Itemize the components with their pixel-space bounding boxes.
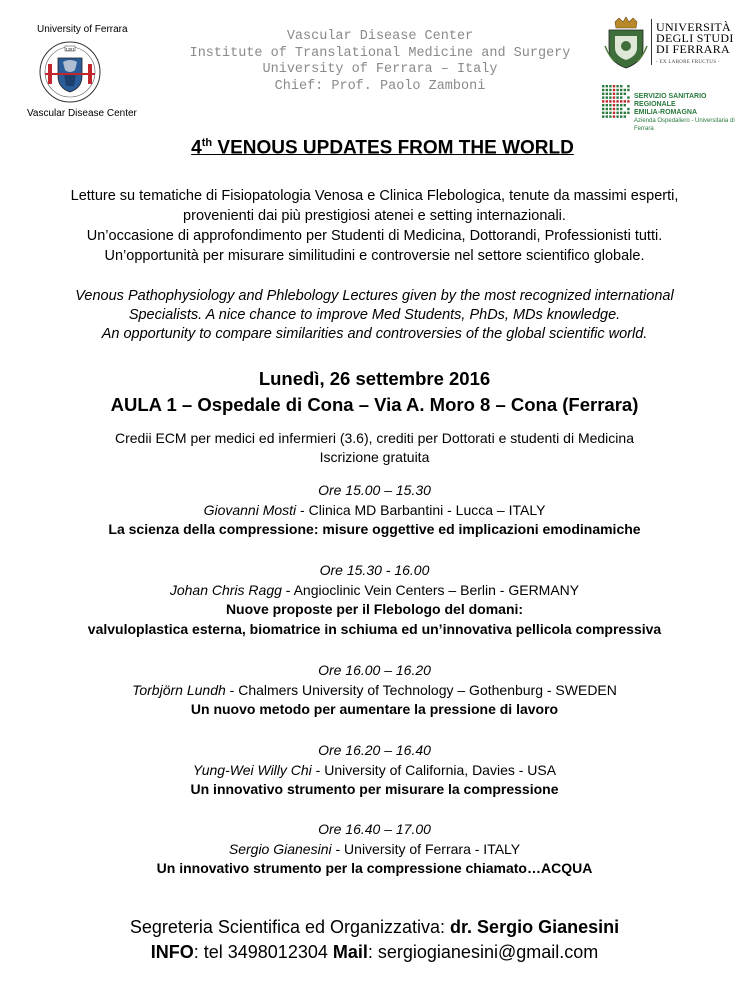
mail-address[interactable]: : sergiogianesini@gmail.com bbox=[367, 942, 599, 962]
mail-label: Mail bbox=[332, 942, 368, 962]
ssr-grid-dot bbox=[624, 100, 626, 102]
ssr-grid-dot bbox=[613, 96, 615, 98]
ssr-grid-dot bbox=[616, 104, 618, 106]
ssr-grid-dot bbox=[606, 96, 608, 98]
session-block bbox=[0, 561, 749, 639]
session-block bbox=[0, 820, 749, 879]
header-line: Chief: Prof. Paolo Zamboni bbox=[274, 78, 486, 94]
ssr-grid-dot bbox=[602, 100, 604, 102]
ssr-dot-grid-logo bbox=[601, 84, 631, 120]
speaker-affiliation: - Clinica MD Barbantini - Lucca – ITALY bbox=[296, 501, 546, 518]
intro-en-line: An opportunity to compare similarities and controversies of the global scientific world. bbox=[101, 326, 648, 342]
session-topic: Un innovativo strumento per la compressione chiamato…ACQUA bbox=[156, 860, 593, 876]
ssr-text-block bbox=[634, 93, 749, 133]
intro-en-line: Specialists. A nice chance to improve Med Students, PhDs, MDs knowledge. bbox=[128, 307, 621, 323]
intro-it-line: Letture su tematiche di Fisiopatologia Venosa e Clinica Flebologica, tenute da massimi esperti, bbox=[70, 188, 679, 204]
ssr-grid-dot bbox=[620, 96, 622, 98]
ssr-grid-dot bbox=[613, 85, 615, 87]
credits-text: Credii ECM per medici ed infermieri (3.6), crediti per Dottorati e studenti di Medicina bbox=[115, 430, 634, 446]
ssr-grid-dot bbox=[609, 115, 611, 117]
registration-text: Iscrizione gratuita bbox=[319, 449, 430, 465]
ssr-grid-dot bbox=[627, 96, 629, 98]
ssr-grid-dot bbox=[602, 108, 604, 110]
ssr-grid-dot bbox=[606, 115, 608, 117]
ssr-grid-dot bbox=[620, 85, 622, 87]
ssr-line: Azienda Ospedaliero - Universitaria di Ferrara bbox=[634, 118, 735, 132]
session-block bbox=[0, 481, 749, 540]
session-speaker bbox=[0, 840, 749, 860]
event-place: AULA 1 – Ospedale di Cona – Via A. Moro 8 – Cona (Ferrara) bbox=[110, 394, 639, 415]
ssr-grid-dot bbox=[624, 93, 626, 95]
session-topic: Un innovativo strumento per misurare la compressione bbox=[190, 781, 559, 797]
ssr-grid-dot bbox=[616, 112, 618, 114]
ssr-grid-dot bbox=[624, 115, 626, 117]
ssr-grid-dot bbox=[602, 85, 604, 87]
session-topic: Un nuovo metodo per aumentare la pressione di lavoro bbox=[190, 701, 559, 717]
session-topic: Nuove proposte per il Flebologo del domani: bbox=[225, 601, 524, 617]
ssr-grid-dot bbox=[616, 96, 618, 98]
speaker-name: Giovanni Mosti bbox=[203, 501, 297, 518]
ssr-grid-dot bbox=[624, 89, 626, 91]
footer-secretariat bbox=[0, 915, 749, 939]
university-name bbox=[656, 22, 734, 68]
ssr-grid-dot bbox=[606, 112, 608, 114]
session-speaker bbox=[0, 581, 749, 601]
event-info bbox=[0, 366, 749, 418]
intro-it-line: Un’occasione di approfondimento per Studenti di Medicina, Dottorandi, Professionisti tutti. bbox=[86, 228, 663, 244]
ssr-grid-dot bbox=[616, 115, 618, 117]
secretariat-label: Segreteria Scientifica ed Organizzativa: bbox=[129, 917, 451, 937]
ssr-grid-dot bbox=[627, 85, 629, 87]
session-block bbox=[0, 661, 749, 720]
speaker-affiliation: - Chalmers University of Technology – Gothenburg - SWEDEN bbox=[225, 681, 617, 698]
ssr-grid-dot bbox=[609, 85, 611, 87]
ssr-grid-dot bbox=[606, 100, 608, 102]
crest-divider bbox=[651, 19, 652, 65]
event-credits bbox=[0, 429, 749, 467]
ssr-grid-dot bbox=[609, 112, 611, 114]
ssr-grid-dot bbox=[606, 104, 608, 106]
university-name-line: UNIVERSITÀ bbox=[656, 20, 731, 34]
speaker-affiliation: - Angioclinic Vein Centers – Berlin - GERMANY bbox=[281, 581, 580, 598]
ssr-grid-dot bbox=[609, 100, 611, 102]
ssr-grid-dot bbox=[602, 93, 604, 95]
left-logo-bottom-label: Vascular Disease Center bbox=[27, 108, 137, 119]
ssr-grid-dot bbox=[602, 89, 604, 91]
intro-italian bbox=[0, 186, 749, 266]
ssr-grid-dot bbox=[627, 108, 629, 110]
intro-it-line: provenienti dai più prestigiosi atenei e setting internazionali. bbox=[183, 208, 566, 224]
university-name-line: DI FERRARA bbox=[656, 42, 731, 56]
ssr-grid-dot bbox=[602, 96, 604, 98]
ssr-grid-dot bbox=[606, 108, 608, 110]
ssr-grid-dot bbox=[609, 108, 611, 110]
speaker-name: Johan Chris Ragg bbox=[169, 581, 282, 598]
ssr-grid-dot bbox=[613, 104, 615, 106]
header-line: University of Ferrara – Italy bbox=[262, 62, 498, 77]
ssr-grid-dot bbox=[627, 100, 629, 102]
session-speaker bbox=[0, 501, 749, 521]
ssr-grid-dot bbox=[616, 108, 618, 110]
ssr-grid-dot bbox=[624, 104, 626, 106]
speaker-affiliation: - University of California, Davies - USA bbox=[311, 761, 557, 778]
university-crest bbox=[603, 16, 649, 70]
secretariat-name: dr. Sergio Gianesini bbox=[450, 917, 620, 937]
university-name-line: DEGLI STUDI bbox=[656, 31, 734, 45]
header-institution-block bbox=[150, 29, 610, 95]
session-topic: La scienza della compressione: misure oggettive ed implicazioni emodinamiche bbox=[108, 521, 641, 537]
page-title: 4th VENOUS UPDATES FROM THE WORLD bbox=[191, 137, 574, 159]
ssr-grid-dot bbox=[627, 89, 629, 91]
ssr-grid-dot bbox=[613, 108, 615, 110]
ssr-grid-dot bbox=[606, 85, 608, 87]
session-speaker bbox=[0, 761, 749, 781]
seal-year: 1391 bbox=[65, 46, 75, 52]
ssr-grid-dot bbox=[620, 89, 622, 91]
header-line: Vascular Disease Center bbox=[286, 29, 474, 44]
ssr-grid-dot bbox=[613, 89, 615, 91]
session-time: Ore 15.00 – 15.30 bbox=[318, 482, 431, 498]
speaker-affiliation: - University of Ferrara - ITALY bbox=[331, 840, 521, 857]
university-motto: - EX LABORE FRUCTUS - bbox=[656, 60, 720, 65]
ssr-grid-dot bbox=[609, 93, 611, 95]
session-time: Ore 16.20 – 16.40 bbox=[318, 742, 431, 758]
event-date: Lunedì, 26 settembre 2016 bbox=[258, 368, 491, 389]
info-phone: : tel 3498012304 bbox=[193, 942, 333, 962]
ssr-grid-dot bbox=[616, 100, 618, 102]
ssr-grid-dot bbox=[613, 115, 615, 117]
ssr-grid-dot bbox=[616, 93, 618, 95]
speaker-name: Torbjörn Lundh bbox=[132, 681, 226, 698]
session-time: Ore 16.00 – 16.20 bbox=[318, 662, 431, 678]
ssr-grid-dot bbox=[620, 104, 622, 106]
info-label: INFO bbox=[150, 942, 194, 962]
footer-contact bbox=[0, 940, 749, 964]
ssr-grid-dot bbox=[613, 112, 615, 114]
ssr-line: EMILIA-ROMAGNA bbox=[634, 109, 697, 116]
ssr-grid-dot bbox=[602, 115, 604, 117]
ssr-grid-dot bbox=[616, 85, 618, 87]
ssr-grid-dot bbox=[613, 93, 615, 95]
ssr-line: SERVIZIO SANITARIO REGIONALE bbox=[634, 93, 707, 108]
intro-en-line: Venous Pathophysiology and Phlebology Lectures given by the most recognized international bbox=[75, 288, 674, 304]
ssr-grid-dot bbox=[609, 104, 611, 106]
session-block bbox=[0, 741, 749, 800]
session-speaker bbox=[0, 681, 749, 701]
session-time: Ore 15.30 - 16.00 bbox=[319, 562, 430, 578]
ssr-grid-dot bbox=[620, 93, 622, 95]
speaker-name: Sergio Gianesini bbox=[228, 840, 332, 857]
ssr-grid-dot bbox=[620, 100, 622, 102]
intro-it-line: Un’opportunità per misurare similitudini e controversie nel settore scientifico globale. bbox=[104, 248, 645, 264]
vascular-center-seal bbox=[38, 40, 102, 104]
ssr-grid-dot bbox=[609, 96, 611, 98]
ssr-grid-dot bbox=[616, 89, 618, 91]
ssr-grid-dot bbox=[609, 89, 611, 91]
ssr-grid-dot bbox=[606, 93, 608, 95]
header-line: Institute of Translational Medicine and Surgery bbox=[189, 45, 571, 61]
intro-english bbox=[0, 287, 749, 344]
session-time: Ore 16.40 – 17.00 bbox=[318, 821, 431, 837]
ssr-grid-dot bbox=[606, 89, 608, 91]
ssr-grid-dot bbox=[627, 112, 629, 114]
left-logo-top-label: University of Ferrara bbox=[37, 24, 128, 35]
session-topic: valvuloplastica esterna, biomatrice in schiuma ed un’innovativa pellicola compressiva bbox=[87, 620, 662, 637]
ssr-grid-dot bbox=[602, 112, 604, 114]
speaker-name: Yung-Wei Willy Chi bbox=[192, 761, 312, 778]
ssr-grid-dot bbox=[620, 108, 622, 110]
ssr-grid-dot bbox=[624, 112, 626, 114]
ssr-grid-dot bbox=[620, 115, 622, 117]
ssr-grid-dot bbox=[613, 100, 615, 102]
ssr-grid-dot bbox=[602, 104, 604, 106]
ssr-grid-dot bbox=[620, 112, 622, 114]
